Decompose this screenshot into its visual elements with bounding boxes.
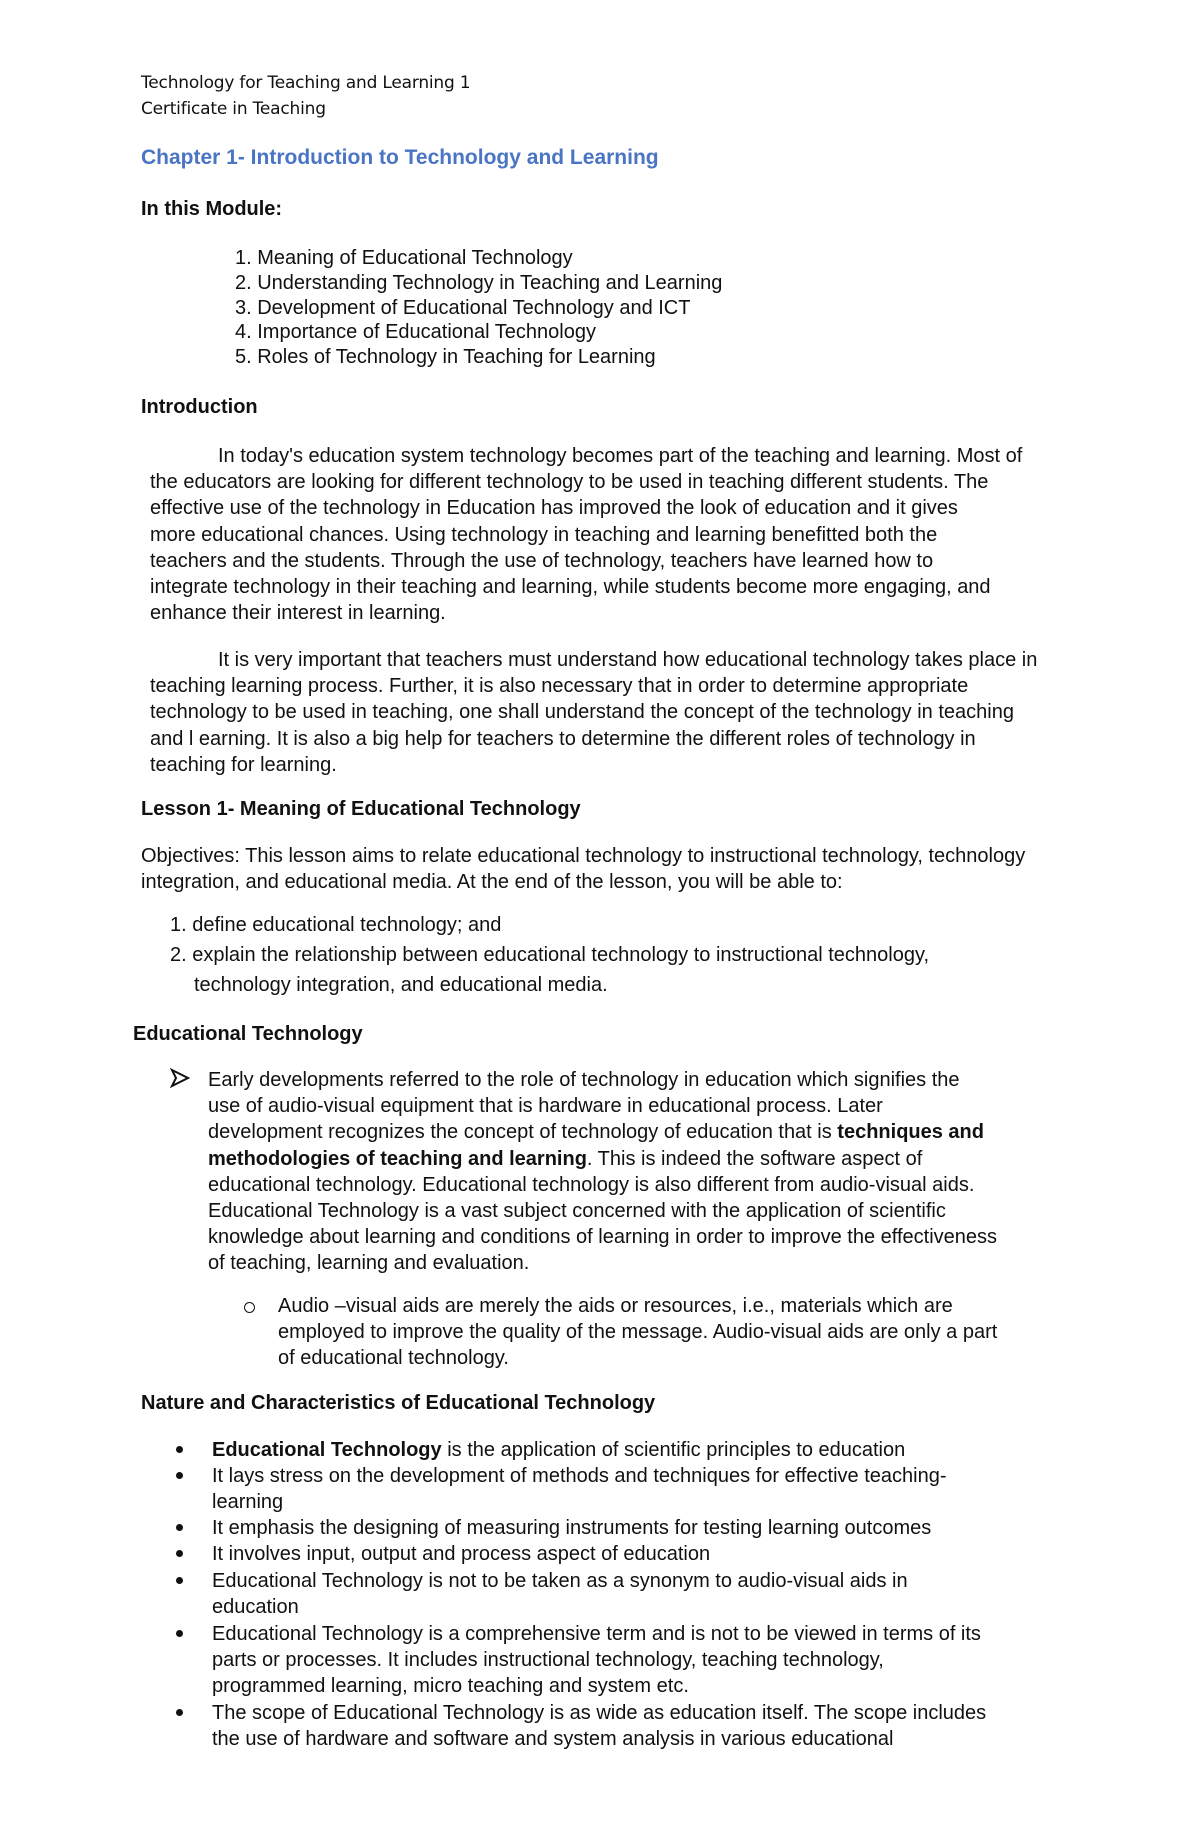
text-line: teaching learning process. Further, it is also necessary that in order to determine appropriate [150,675,969,698]
arrow-bullet-icon [170,1068,190,1088]
text-line: integration, and educational media. At the end of the lesson, you will be able to: [141,871,843,894]
text-line: Audio –visual aids are merely the aids or resources, i.e., materials which are [278,1295,953,1317]
nature-bullet [212,1568,908,1620]
introduction-heading: Introduction [141,396,258,418]
text-span: . This is indeed the software aspect of [586,1147,923,1170]
nature-heading: Nature and Characteristics of Educational Technology [141,1392,656,1414]
header-program: Certificate in Teaching [141,99,326,119]
text-line: enhance their interest in learning. [150,602,446,625]
text-line: Objectives: This lesson aims to relate educational technology to instructional technology, technology [141,845,1026,867]
circle-bullet-icon [244,1302,255,1313]
text-line: teaching for learning. [150,753,337,776]
objective-item-continuation: technology integration, and educational media. [194,974,608,996]
module-item: 1. Meaning of Educational Technology [235,247,573,269]
bold-emphasis: Educational Technology [212,1439,442,1461]
text-line: knowledge about learning and conditions of learning in order to improve the effectiveness [208,1226,998,1249]
dot-bullet-icon [176,1577,183,1584]
text-line: and l earning. It is also a big help for teachers to determine the different roles of technology in [150,727,976,750]
text-line: parts or processes. It includes instructional technology, teaching technology, [212,1649,884,1672]
text-span: is the application of scientific principles to education [441,1439,906,1461]
text-line: The scope of Educational Technology is as wide as education itself. The scope includes [212,1702,987,1724]
dot-bullet-icon [176,1472,183,1479]
dot-bullet-icon [176,1524,183,1531]
dot-bullet-icon [176,1550,183,1557]
chapter-title: Chapter 1- Introduction to Technology and Learning [141,146,659,169]
text-line: the educators are looking for different technology to be used in teaching different students. The [150,471,989,494]
lesson-1-heading: Lesson 1- Meaning of Educational Technology [141,798,581,820]
objective-item: 1. define educational technology; and [170,914,502,936]
text-line: It is very important that teachers must understand how educational technology takes place in [218,649,1038,671]
text-line: the use of hardware and software and system analysis in various educational [212,1728,894,1751]
text-line: learning [212,1491,284,1514]
text-line [208,1119,997,1145]
text-line: teachers and the students. Through the use of technology, teachers have learned how to [150,549,934,572]
nature-bullet [212,1621,981,1700]
nature-bullet [212,1541,710,1567]
text-line: It lays stress on the development of methods and techniques for effective teaching- [212,1465,947,1487]
text-line: integrate technology in their teaching and learning, while students become more engaging, and [150,576,991,599]
text-line [208,1146,997,1172]
text-line: of educational technology. [278,1347,509,1370]
text-line: programmed learning, micro teaching and system etc. [212,1675,689,1698]
text-line: technology to be used in teaching, one shall understand the concept of the technology in teaching [150,701,1014,724]
module-item: 4. Importance of Educational Technology [235,321,596,343]
header-course-title: Technology for Teaching and Learning 1 [141,73,471,93]
text-line: It emphasis the designing of measuring instruments for testing learning outcomes [212,1517,932,1539]
text-line: educational technology. Educational technology is also different from audio-visual aids. [208,1173,975,1196]
module-item: 3. Development of Educational Technology and ICT [235,297,691,319]
bold-emphasis: methodologies of teaching and learning [208,1147,587,1170]
objective-item: 2. explain the relationship between educational technology to instructional technology, [170,944,930,966]
text-line: use of audio-visual equipment that is hardware in educational process. Later [208,1095,883,1118]
educational-technology-heading: Educational Technology [133,1023,363,1045]
nature-bullet [212,1515,931,1541]
text-line: Early developments referred to the role of technology in education which signifies the [208,1069,960,1091]
dot-bullet-icon [176,1446,183,1453]
text-line: Educational Technology is a vast subject concerned with the application of scientific [208,1200,946,1223]
module-item: 2. Understanding Technology in Teaching and Learning [235,272,723,294]
text-line: In today's education system technology becomes part of the teaching and learning. Most of [218,445,1023,467]
text-line: It involves input, output and process aspect of education [212,1543,711,1565]
text-line: employed to improve the quality of the message. Audio-visual aids are only a part [278,1321,998,1344]
text-line: Educational Technology is not to be taken as a synonym to audio-visual aids in [212,1570,908,1592]
text-line: more educational chances. Using technology in teaching and learning benefitted both the [150,523,938,546]
module-heading: In this Module: [141,198,283,220]
nature-bullet [212,1463,947,1515]
nature-bullet [212,1700,986,1752]
module-item: 5. Roles of Technology in Teaching for Learning [235,346,656,368]
educational-technology-paragraph [208,1067,997,1277]
introduction-paragraph-1 [150,443,1022,626]
text-span: development recognizes the concept of technology of education that is [208,1121,838,1144]
text-line: education [212,1596,299,1619]
dot-bullet-icon [176,1709,183,1716]
lesson-objectives [141,843,1025,895]
text-line: Educational Technology is a comprehensive term and is not to be viewed in terms of its [212,1623,981,1645]
audio-visual-note [278,1293,997,1372]
bold-emphasis: techniques and [837,1121,984,1144]
introduction-paragraph-2 [150,647,1037,778]
text-line [212,1437,905,1463]
text-line: effective use of the technology in Education has improved the look of education and it gives [150,497,958,520]
nature-bullet [212,1437,905,1463]
text-line: of teaching, learning and evaluation. [208,1252,530,1275]
dot-bullet-icon [176,1630,183,1637]
